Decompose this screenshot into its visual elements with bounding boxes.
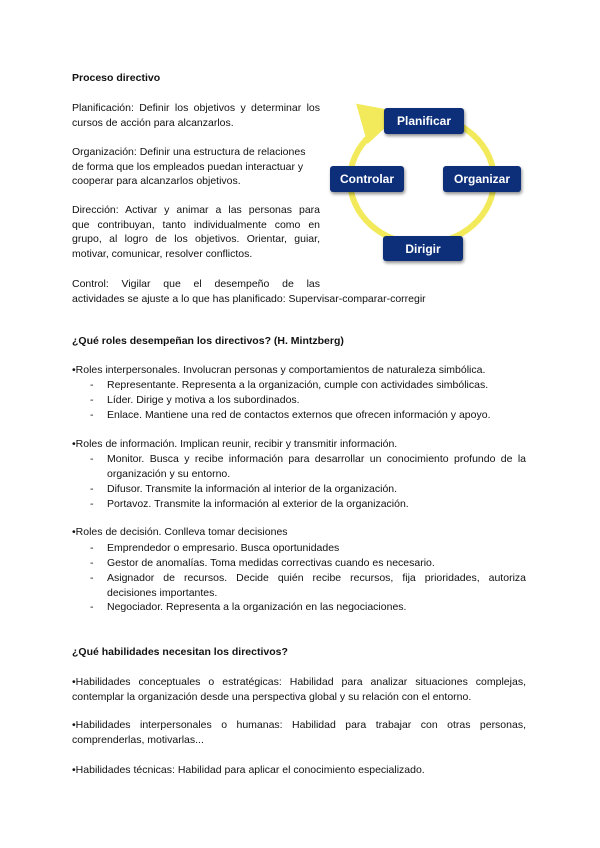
roles-decision-head: •Roles de decisión. Conlleva tomar decisiones	[72, 526, 288, 538]
paragraph-tecnicas: •Habilidades técnicas: Habilidad para aplicar el conocimiento especializado.	[72, 764, 425, 776]
paragraph-organizacion: Organización: Definir una estructura de relaciones de forma que los empleados puedan interactuar y cooperar para alcanzarlos objetivos.	[72, 146, 306, 187]
paragraph-planificacion: Planificación: Definir los objetivos y determinar los cursos de acción para alcanzarlos.	[72, 102, 320, 129]
roles-informacion-head: •Roles de información. Implican reunir, recibir y transmitir información.	[72, 438, 398, 450]
box-dirigir: Dirigir	[383, 236, 463, 261]
section-title-habilidades: ¿Qué habilidades necesitan los directivos?	[72, 646, 288, 658]
paragraph-conceptuales: •Habilidades conceptuales o estratégicas: Habilidad para analizar situaciones complejas, contemplar la organización desde una perspectiva global y su relación con el entorno.	[72, 676, 526, 703]
paragraph-direccion: Dirección: Activar y animar a las personas para que contribuyan, tanto individualmente como en grupo, al logro de los objetivos. Orientar, guiar, motivar, comunicar, resolver conflictos.	[72, 204, 320, 260]
section-title-proceso: Proceso directivo	[72, 72, 161, 84]
paragraph-interpersonales: •Habilidades interpersonales o humanas: Habilidad para trabajar con otras personas, comprenderlas, motivarlas...	[72, 719, 526, 746]
paragraph-control: Control: Vigilar que el desempeño de las actividades se ajuste a lo que has planificado: Supervisar-comparar-corregir	[72, 278, 426, 305]
roles-interpersonales-head: •Roles interpersonales. Involucran personas y comportamientos de naturaleza simbólica.	[72, 364, 486, 376]
box-controlar: Controlar	[330, 166, 404, 192]
section-title-roles: ¿Qué roles desempeñan los directivos? (H. Mintzberg)	[72, 335, 344, 347]
box-planificar: Planificar	[384, 108, 464, 134]
box-organizar: Organizar	[443, 166, 521, 192]
